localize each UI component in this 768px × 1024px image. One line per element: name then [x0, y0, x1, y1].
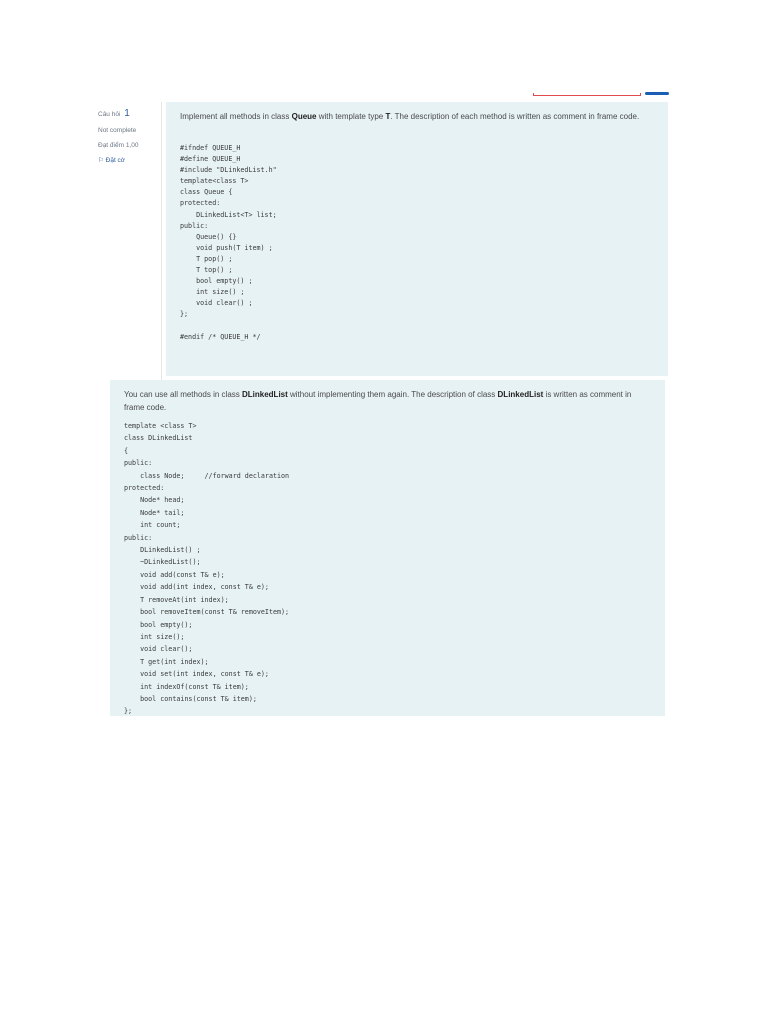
- top-accent-bar: [645, 92, 669, 95]
- flag-icon: ⚐: [98, 157, 104, 165]
- queue-code-endif: #endif /* QUEUE_H */: [180, 332, 261, 341]
- question-number: 1: [124, 108, 130, 119]
- dlinkedlist-description: You can use all methods in class DLinkedList without implementing them again. The description of class DLinkedList is written as comment in frame code.: [124, 390, 632, 412]
- question-number-row: [98, 108, 161, 119]
- top-input-outline: [533, 93, 641, 96]
- flag-label: Đặt cờ: [105, 157, 126, 165]
- question-info: [98, 102, 162, 390]
- flag-question-link[interactable]: [98, 157, 161, 164]
- queue-code-block: #ifndef QUEUE_H #define QUEUE_H #include "DLinkedList.h" template<class T> class Queue { protected: DLinkedList<T> list; public: Queue() {} void push(T item) ; T pop() ; T top() ; bool empty() ; int size() ; void clear() ; };: [180, 144, 277, 319]
- question-label: Câu hỏi: [98, 111, 121, 118]
- queue-question-panel: [166, 102, 668, 376]
- question-status: Not complete: [98, 127, 137, 134]
- question-points: Đạt điểm 1,00: [98, 142, 139, 150]
- queue-description: Implement all methods in class Queue with template type T. The description of each method is written as comment in frame code.: [180, 112, 640, 121]
- dlinkedlist-panel: [110, 380, 665, 716]
- dlinkedlist-code-block: template <class T> class DLinkedList { public: class Node; //forward declaration protected: Node* head; Node* tail; int count; public: DLinkedList() ; ~DLinkedList(); void add(const T& e); void add(int index, const T& e); T removeAt(int index); bool removeItem(const T& removeItem); bool empty(); int size(); void clear(); T get(int index); void set(int index, const T& e); int indexOf(const T& item); bool contains(const T& item); };: [124, 422, 290, 716]
